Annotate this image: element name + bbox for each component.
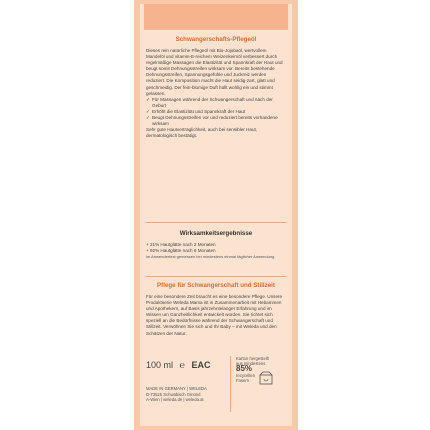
recycling-block xyxy=(236,356,290,385)
carton-tail-1: recycelten xyxy=(236,373,256,378)
oil-tail: Sehr gute Hautverträglichkeit, auch bei sensibler Haut, dermatologisch bestätigt. xyxy=(146,127,258,139)
care-description: Für eine besondere Zeit braucht es eine besondere Pflege. Unsere Produktserie Weleda Mama ist in Zusammenarbeit mit Hebammen und Apothekern, auf Basis jahrzehntelanger Erfahrung und im Wissen um Ganzheitlichkeit entwickelt worden. Sie richtet sich speziell an die Bedürfnisse während der Schwangerschaft und Stillzeit. Verwöhnen Sie sich und Ihr Baby – mit Weleda und den Schätzen der Natur. xyxy=(146,294,283,336)
divider-1 xyxy=(146,222,286,223)
section-title-care: Pflege für Schwangerschaft und Stillzeit xyxy=(157,282,275,289)
estimated-sign-icon: ℮ xyxy=(179,360,185,370)
section-title-oil: Schwangerschafts-Pflegeöl xyxy=(175,36,257,43)
made-line-1: MADE IN GERMANY | WELEDA xyxy=(146,386,207,391)
carton-box-icon xyxy=(258,371,274,385)
divider-2 xyxy=(146,276,286,277)
carton-line-2: aus mindestens xyxy=(236,361,266,366)
results-note: im Anwendertest gemessen bei mindestens einmal täglicher Anwendung xyxy=(146,254,275,260)
oil-bullet-2: ✓ Erhöht die Elastizität und Spannkraft der Haut xyxy=(146,109,286,115)
section-title-results: Wirksamkeitsergebnisse xyxy=(179,230,253,237)
recycled-row xyxy=(236,371,290,385)
oil-description xyxy=(146,48,286,139)
footer-divider xyxy=(230,356,231,412)
carton-line-1: Karton hergestellt xyxy=(236,356,269,361)
made-line-2: D-73525 Schwäbisch Gmünd xyxy=(146,391,201,397)
results-block xyxy=(146,242,286,259)
results-line-2: + 92% Hautglätte nach 6 Monaten xyxy=(146,248,216,254)
oil-body: Dieses rein natürliche Pflegeöl mit Bio-Jojobaöl, wertvollem Mandelöl und vitamin-E-reichem Weizenkeimöl verbessert durch regelmäßige Massagen die Elastizität und Spannkraft der Haut und beugt somit Dehnungsstreifen wirksam vor. Bereits bestehende Dehnungsstreifen, Spannungsgefühle und Juckreiz werden reduziert. Die Komposition macht die Haut seidig-zart, glatt und geschmeidig. Der fein-blumige Duft hüllt wohlig ein und stimmt gelassen. xyxy=(146,48,283,96)
made-in-block xyxy=(146,386,228,403)
oil-bullet-3: ✓ Beugt Dehnungsstreifen vor und reduziert bereits vorhandene wirksam xyxy=(146,115,286,127)
carton-tail-2: Fasern xyxy=(236,378,250,383)
eac-mark-icon: EAC xyxy=(191,360,211,370)
oil-bullet-1: ✓ Für Massagen während der Schwangerschaft und nach der Geburt xyxy=(146,97,286,109)
volume-row xyxy=(146,360,226,370)
made-line-3: A-Wien | weleda.de | weleda.at xyxy=(146,397,204,403)
product-box xyxy=(134,0,298,430)
recycled-text xyxy=(236,373,255,383)
volume-label: 100 ml xyxy=(146,360,174,370)
box-panel xyxy=(140,4,292,426)
carton-percent: 85% xyxy=(236,364,253,373)
top-tab xyxy=(144,4,288,30)
results-line-1: + 21% Hautglätte nach 2 Monaten xyxy=(146,242,216,247)
